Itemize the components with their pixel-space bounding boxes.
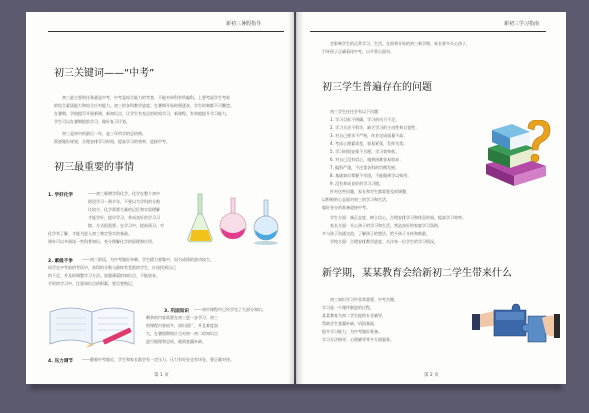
flask-green-icon [188, 194, 212, 242]
bullet-title-chemistry: 1. 学好化学 [48, 193, 73, 198]
section-title-problems: 初三学生普遍存在的问题 [322, 82, 432, 93]
right-page-number: 第 2 页 [424, 373, 439, 378]
bullet-title-grade: 2. 素级不争 [48, 259, 73, 264]
book-spine-gutter [288, 12, 304, 384]
left-page-header: 新初三暑假指导 [226, 21, 262, 27]
bullet-text-chemistry: ——初三新增学科化学。化学在整个初中 阶段学习一到半年，不要以为学科的分数 比较少，化学需要大量的记忆和实验理解 才能学好，提早学习，养成良好的学习习 惯，方式很重要。在学习中，提前预习，对 [88, 191, 164, 228]
right-header-rule [310, 31, 546, 32]
section-title-new-semester: 新学期，某某教育会给新初二学生带来什么 [322, 268, 512, 279]
book-spread [26, 12, 566, 390]
problems-paragraph: 初三学生往往会有以下问题： 1. 学习目标不明确，学习的动力不足； 2. 学习方法不科学，缺乏学习的主动性和自觉性； 3. 对自己要求不严格，作业完成质量不高； 4. 考试心理素质差，容易紧张，发挥失常； 5. 学习时间安排不合理，学习效率低； 6. 对自己没有信心，遇到困难容易放弃； 7. 偏科严重，不注重各科的均衡发展； 8. 基础知识掌握不牢固，不能做到学以致用； 9. 没有养成良好的学习习惯。 针对这些问题，家长和学生都需要及时调整， 以积极的心态面对初三的学习和生活， 做好充分的准备迎接中考。 [322, 109, 420, 210]
right-page [296, 12, 566, 384]
bullet-text-consolidate-cont: 剩余的内容需要在初三进一步学习，初三 的课程内容较多，知识面广，并且难度加 大，在暑假期间应当对初一初二的知识点 进行梳理和总结，做到查漏补缺。 [146, 315, 218, 344]
bullet-text-pressure: ——随着中考临近，学生和家长都会有一定压力，压力有好处也有坏处，要正确对待。 [82, 357, 234, 362]
bullet-text-consolidate: ——初中课程中已经学完了大部分知识， [194, 307, 266, 312]
puzzle-hands-illustration [472, 296, 560, 354]
section-title-important: 初三最重要的事情 [54, 162, 134, 173]
section-title-keyword: 初三关键词——“中考” [54, 68, 155, 79]
bullet-title-pressure: 4. 压力调节 [48, 359, 73, 364]
puzzle-piece-left-icon [494, 304, 526, 336]
intro-paragraph-2: 初三是初中的最后一年，是三年所学的总结期。 需要做好规划，合理安排学习时间，提高学习的效率，迎接中考。 [54, 131, 170, 144]
flask-blue-icon [254, 200, 278, 245]
left-page-number: 第 1 页 [154, 373, 169, 378]
continued-paragraph: 会影响学生的正常学习、生活。在即将开始的初三新学期，家长要多关心孩子， 引导孩子正确看待中考，以平常心面对。 [322, 41, 470, 54]
new-semester-paragraph: 初三知识学习中非常重要，中考关键。 学习是一个循序渐进的过程， 某某教育为初二学生提供专业辅导， 帮助学生查漏补缺，巩固基础， 提升学习能力，为中考做好准备。 学习方法指导、心理辅导等多方面服务。 [322, 297, 398, 342]
left-header-rule [48, 31, 284, 32]
bullet-text-chemistry-cont: 化学有了解，才能为进入初三奠定坚实的基础。 课外可以多阅读一些科普知识，充分理解化学的原理和应用。 [48, 231, 156, 244]
chemistry-flasks-illustration [186, 190, 286, 246]
left-page [26, 12, 294, 384]
bullet-title-consolidate: 3. 巩固知识 [164, 309, 189, 314]
open-book-illustration [46, 298, 138, 350]
books-question-illustration [482, 120, 556, 196]
intro-paragraph-1: 初三最主要的任务就是中考，中考是综合能力的考查，不能对单科有所偏科。上要考虑学生考前 的综合素质能力和综合应对能力。初三的各科教学进度，在暑期开始时便逐步，学生时刻都不可懈怠。 在暑期，学校提早开展新课，新知识点，让学生有充足的时间学习，新课程。有效地提升学习能力， 学生可以在暑期提前学习，做好复习计划。 [54, 95, 234, 124]
advice-paragraph: 学生方面：端正态度，树立信心，合理安排学习和休息时间，提高学习效率。 家长方面：关心孩子的学习和生活，营造良好的家庭学习氛围， 多与孩子沟通交流，了解孩子的想法，给予孩子支持和鼓励。 学校方面：合理安排教学进度，关注每一位学生的学习情况。 [322, 215, 466, 244]
flask-pink-icon [220, 198, 246, 239]
right-page-header: 新初三学习指南 [504, 21, 540, 27]
bullet-text-grade-cont: 同学在中考前的考试中，获得的分数与最终有差距的学生，应该找到自己 的不足，并及时调整学习方法。加强薄弱的知识点，不能放弃。 平时的学习中，注重知识点的积累，要点要熟记。 [48, 265, 176, 286]
bullet-text-grade: ——初三阶段，为中考做好冲刺，学生精力要集中，因为成绩的波动较大， [82, 257, 214, 262]
